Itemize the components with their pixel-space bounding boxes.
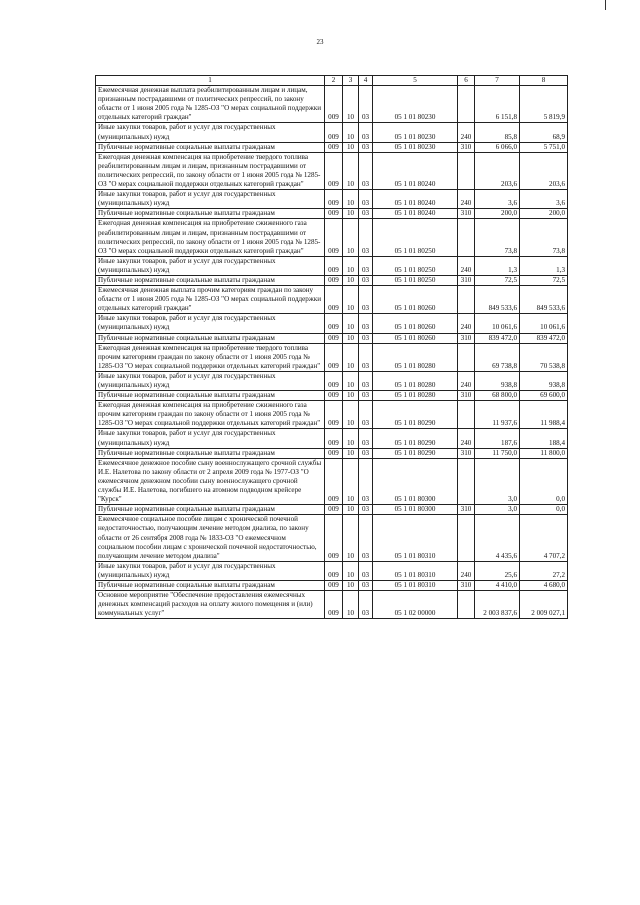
row-name-cell: Публичные нормативные социальные выплаты гражданам (96, 391, 325, 401)
target-article-code-cell: 05 1 02 00000 (373, 591, 458, 619)
table-row (96, 561, 568, 580)
amount-year2-cell: 203,6 (520, 152, 568, 189)
subsection-code-cell: 03 (359, 219, 373, 256)
amount-year2-cell: 68,9 (520, 123, 568, 142)
expense-type-code-cell: 310 (458, 580, 475, 590)
target-article-code-cell: 05 1 01 80310 (373, 561, 458, 580)
target-article-code-cell: 05 1 01 80230 (373, 142, 458, 152)
subsection-code-cell: 03 (359, 515, 373, 561)
amount-year1-cell: 4 410,0 (475, 580, 520, 590)
target-article-code-cell: 05 1 01 80310 (373, 515, 458, 561)
amount-year1-cell: 85,8 (475, 123, 520, 142)
ministry-code-cell: 009 (325, 314, 343, 333)
ministry-code-cell: 009 (325, 391, 343, 401)
amount-year1-cell: 200,0 (475, 209, 520, 219)
table-row (96, 458, 568, 504)
amount-year2-cell: 4 707,2 (520, 515, 568, 561)
section-code-cell: 10 (343, 314, 359, 333)
amount-year1-cell: 839 472,0 (475, 333, 520, 343)
amount-year1-cell: 73,8 (475, 219, 520, 256)
ministry-code-cell: 009 (325, 580, 343, 590)
amount-year1-cell: 72,5 (475, 275, 520, 285)
amount-year2-cell: 0,0 (520, 505, 568, 515)
section-code-cell: 10 (343, 561, 359, 580)
table-row (96, 371, 568, 390)
ministry-code-cell: 009 (325, 561, 343, 580)
subsection-code-cell: 03 (359, 314, 373, 333)
ministry-code-cell: 009 (325, 219, 343, 256)
expense-type-code-cell: 240 (458, 123, 475, 142)
target-article-code-cell: 05 1 01 80240 (373, 209, 458, 219)
expense-type-code-cell: 310 (458, 448, 475, 458)
row-name-cell: Ежегодная денежная компенсация на приобретение твердого топлива прочим категориям граждан по закону области от 1 июня 2005 года № 1285-ОЗ "О мерах социальной поддержки отдельных категорий граждан" (96, 343, 325, 371)
table-row (96, 190, 568, 209)
expense-type-code-cell (458, 458, 475, 504)
amount-year2-cell: 200,0 (520, 209, 568, 219)
ministry-code-cell: 009 (325, 591, 343, 619)
budget-table (95, 75, 568, 619)
header-cell: 4 (359, 76, 373, 86)
table-body (96, 86, 568, 619)
table-row (96, 152, 568, 189)
section-code-cell: 10 (343, 515, 359, 561)
section-code-cell: 10 (343, 152, 359, 189)
subsection-code-cell: 03 (359, 256, 373, 275)
subsection-code-cell: 03 (359, 371, 373, 390)
expense-type-code-cell: 240 (458, 429, 475, 448)
row-name-cell: Иные закупки товаров, работ и услуг для государственных (муниципальных) нужд (96, 371, 325, 390)
target-article-code-cell: 05 1 01 80260 (373, 333, 458, 343)
corner-tick-mark (605, 0, 606, 10)
row-name-cell: Иные закупки товаров, работ и услуг для государственных (муниципальных) нужд (96, 429, 325, 448)
amount-year2-cell: 73,8 (520, 219, 568, 256)
table-row (96, 429, 568, 448)
table-row (96, 580, 568, 590)
section-code-cell: 10 (343, 391, 359, 401)
expense-type-code-cell: 240 (458, 561, 475, 580)
row-name-cell: Ежегодная денежная компенсация на приобретение сжиженного газа реабилитированным лицам и лицам, признанным пострадавшими от политических репрессий, по закону области от 1 июня 2005 года № 1285-ОЗ "О мерах социальной поддержки отдельных категорий граждан" (96, 219, 325, 256)
target-article-code-cell: 05 1 01 80280 (373, 371, 458, 390)
section-code-cell: 10 (343, 256, 359, 275)
subsection-code-cell: 03 (359, 591, 373, 619)
header-cell: 2 (325, 76, 343, 86)
amount-year1-cell: 849 533,6 (475, 286, 520, 314)
ministry-code-cell: 009 (325, 152, 343, 189)
ministry-code-cell: 009 (325, 343, 343, 371)
amount-year1-cell: 1,3 (475, 256, 520, 275)
amount-year2-cell: 2 009 027,1 (520, 591, 568, 619)
subsection-code-cell: 03 (359, 286, 373, 314)
section-code-cell: 10 (343, 209, 359, 219)
ministry-code-cell: 009 (325, 209, 343, 219)
row-name-cell: Ежемесячное денежное пособие сыну военнослужащего срочной службы И.Е. Налетова по закону области от 2 апреля 2009 года № 1977-ОЗ "О ежемесячном денежном пособии сыну военнослужащего срочной службы И.Е. Налетова, погибшего на атомном подводном крейсере "Курск" (96, 458, 325, 504)
target-article-code-cell: 05 1 01 80290 (373, 429, 458, 448)
expense-type-code-cell (458, 219, 475, 256)
target-article-code-cell: 05 1 01 80230 (373, 86, 458, 123)
amount-year2-cell: 1,3 (520, 256, 568, 275)
row-name-cell: Публичные нормативные социальные выплаты гражданам (96, 505, 325, 515)
subsection-code-cell: 03 (359, 580, 373, 590)
section-code-cell: 10 (343, 401, 359, 429)
expense-type-code-cell (458, 86, 475, 123)
ministry-code-cell: 009 (325, 429, 343, 448)
ministry-code-cell: 009 (325, 86, 343, 123)
section-code-cell: 10 (343, 275, 359, 285)
header-cell: 1 (96, 76, 325, 86)
expense-type-code-cell: 310 (458, 142, 475, 152)
amount-year1-cell: 3,6 (475, 190, 520, 209)
amount-year1-cell: 11 937,6 (475, 401, 520, 429)
row-name-cell: Ежемесячная денежная выплата прочим категориям граждан по закону области от 1 июня 2005 года № 1285-ОЗ "О мерах социальной поддержки отдельных категорий граждан" (96, 286, 325, 314)
amount-year1-cell: 11 750,0 (475, 448, 520, 458)
amount-year1-cell: 68 800,0 (475, 391, 520, 401)
subsection-code-cell: 03 (359, 275, 373, 285)
section-code-cell: 10 (343, 286, 359, 314)
target-article-code-cell: 05 1 01 80310 (373, 580, 458, 590)
header-cell: 5 (373, 76, 458, 86)
section-code-cell: 10 (343, 580, 359, 590)
header-cell: 7 (475, 76, 520, 86)
amount-year2-cell: 849 533,6 (520, 286, 568, 314)
expense-type-code-cell: 310 (458, 391, 475, 401)
table-row (96, 314, 568, 333)
expense-type-code-cell: 240 (458, 256, 475, 275)
table-row (96, 209, 568, 219)
target-article-code-cell: 05 1 01 80280 (373, 343, 458, 371)
table-row (96, 333, 568, 343)
section-code-cell: 10 (343, 123, 359, 142)
row-name-cell: Иные закупки товаров, работ и услуг для государственных (муниципальных) нужд (96, 561, 325, 580)
header-cell: 8 (520, 76, 568, 86)
amount-year2-cell: 0,0 (520, 458, 568, 504)
section-code-cell: 10 (343, 333, 359, 343)
target-article-code-cell: 05 1 01 80300 (373, 458, 458, 504)
target-article-code-cell: 05 1 01 80250 (373, 256, 458, 275)
row-name-cell: Публичные нормативные социальные выплаты гражданам (96, 142, 325, 152)
subsection-code-cell: 03 (359, 391, 373, 401)
subsection-code-cell: 03 (359, 333, 373, 343)
section-code-cell: 10 (343, 458, 359, 504)
ministry-code-cell: 009 (325, 448, 343, 458)
row-name-cell: Публичные нормативные социальные выплаты гражданам (96, 580, 325, 590)
target-article-code-cell: 05 1 01 80290 (373, 448, 458, 458)
amount-year2-cell: 72,5 (520, 275, 568, 285)
expense-type-code-cell (458, 591, 475, 619)
amount-year2-cell: 188,4 (520, 429, 568, 448)
target-article-code-cell: 05 1 01 80280 (373, 391, 458, 401)
table-row (96, 505, 568, 515)
ministry-code-cell: 009 (325, 256, 343, 275)
subsection-code-cell: 03 (359, 505, 373, 515)
target-article-code-cell: 05 1 01 80240 (373, 190, 458, 209)
ministry-code-cell: 009 (325, 286, 343, 314)
amount-year2-cell: 69 600,0 (520, 391, 568, 401)
subsection-code-cell: 03 (359, 86, 373, 123)
section-code-cell: 10 (343, 142, 359, 152)
row-name-cell: Публичные нормативные социальные выплаты гражданам (96, 333, 325, 343)
amount-year2-cell: 3,6 (520, 190, 568, 209)
amount-year1-cell: 25,6 (475, 561, 520, 580)
expense-type-code-cell: 310 (458, 209, 475, 219)
row-name-cell: Ежемесячная денежная выплата реабилитированным лицам и лицам, признанным пострадавшими от политических репрессий, по закону области от 1 июня 2005 года № 1285-ОЗ "О мерах социальной поддержки отдельных категорий граждан" (96, 86, 325, 123)
expense-type-code-cell: 240 (458, 371, 475, 390)
amount-year2-cell: 10 061,6 (520, 314, 568, 333)
row-name-cell: Публичные нормативные социальные выплаты гражданам (96, 448, 325, 458)
table-row (96, 401, 568, 429)
row-name-cell: Публичные нормативные социальные выплаты гражданам (96, 275, 325, 285)
ministry-code-cell: 009 (325, 123, 343, 142)
amount-year1-cell: 187,6 (475, 429, 520, 448)
amount-year1-cell: 4 435,6 (475, 515, 520, 561)
subsection-code-cell: 03 (359, 561, 373, 580)
ministry-code-cell: 009 (325, 515, 343, 561)
expense-type-code-cell (458, 152, 475, 189)
expense-type-code-cell: 240 (458, 314, 475, 333)
expense-type-code-cell: 240 (458, 190, 475, 209)
target-article-code-cell: 05 1 01 80260 (373, 286, 458, 314)
table-row (96, 86, 568, 123)
amount-year1-cell: 6 066,0 (475, 142, 520, 152)
target-article-code-cell: 05 1 01 80300 (373, 505, 458, 515)
section-code-cell: 10 (343, 219, 359, 256)
target-article-code-cell: 05 1 01 80250 (373, 275, 458, 285)
section-code-cell: 10 (343, 448, 359, 458)
amount-year2-cell: 70 538,8 (520, 343, 568, 371)
target-article-code-cell: 05 1 01 80260 (373, 314, 458, 333)
subsection-code-cell: 03 (359, 142, 373, 152)
subsection-code-cell: 03 (359, 401, 373, 429)
expense-type-code-cell (458, 401, 475, 429)
table-row (96, 275, 568, 285)
target-article-code-cell: 05 1 01 80290 (373, 401, 458, 429)
table-row (96, 123, 568, 142)
subsection-code-cell: 03 (359, 458, 373, 504)
subsection-code-cell: 03 (359, 429, 373, 448)
ministry-code-cell: 009 (325, 142, 343, 152)
row-name-cell: Публичные нормативные социальные выплаты гражданам (96, 209, 325, 219)
amount-year2-cell: 4 680,0 (520, 580, 568, 590)
table-row (96, 515, 568, 561)
header-cell: 6 (458, 76, 475, 86)
ministry-code-cell: 009 (325, 505, 343, 515)
ministry-code-cell: 009 (325, 190, 343, 209)
subsection-code-cell: 03 (359, 448, 373, 458)
row-name-cell: Ежемесячное социальное пособие лицам с хронической почечной недостаточностью, получающим лечение методом диализа, по закону области от 26 сентября 2008 года № 1833-ОЗ "О ежемесячном социальном пособии лицам с хронической почечной недостаточностью, получающим лечение методом диализа" (96, 515, 325, 561)
section-code-cell: 10 (343, 505, 359, 515)
table-header-row (96, 76, 568, 86)
amount-year2-cell: 11 988,4 (520, 401, 568, 429)
table-row (96, 142, 568, 152)
target-article-code-cell: 05 1 01 80230 (373, 123, 458, 142)
amount-year2-cell: 5 819,9 (520, 86, 568, 123)
amount-year1-cell: 10 061,6 (475, 314, 520, 333)
row-name-cell: Ежегодная денежная компенсация на приобретение сжиженного газа прочим категориям граждан по закону области от 1 июня 2005 года № 1285-ОЗ "О мерах социальной поддержки отдельных категорий граждан" (96, 401, 325, 429)
row-name-cell: Иные закупки товаров, работ и услуг для государственных (муниципальных) нужд (96, 123, 325, 142)
row-name-cell: Иные закупки товаров, работ и услуг для государственных (муниципальных) нужд (96, 256, 325, 275)
section-code-cell: 10 (343, 429, 359, 448)
amount-year2-cell: 11 800,0 (520, 448, 568, 458)
section-code-cell: 10 (343, 190, 359, 209)
section-code-cell: 10 (343, 591, 359, 619)
table-row (96, 256, 568, 275)
table-row (96, 219, 568, 256)
header-cell: 3 (343, 76, 359, 86)
section-code-cell: 10 (343, 86, 359, 123)
amount-year2-cell: 938,8 (520, 371, 568, 390)
expense-type-code-cell: 310 (458, 275, 475, 285)
amount-year1-cell: 3,0 (475, 505, 520, 515)
table-row (96, 448, 568, 458)
ministry-code-cell: 009 (325, 458, 343, 504)
target-article-code-cell: 05 1 01 80240 (373, 152, 458, 189)
ministry-code-cell: 009 (325, 371, 343, 390)
amount-year2-cell: 5 751,0 (520, 142, 568, 152)
ministry-code-cell: 009 (325, 275, 343, 285)
amount-year1-cell: 3,0 (475, 458, 520, 504)
ministry-code-cell: 009 (325, 401, 343, 429)
page-number: 23 (316, 38, 324, 46)
table-row (96, 391, 568, 401)
expense-type-code-cell: 310 (458, 333, 475, 343)
table-row (96, 286, 568, 314)
section-code-cell: 10 (343, 343, 359, 371)
row-name-cell: Иные закупки товаров, работ и услуг для государственных (муниципальных) нужд (96, 190, 325, 209)
subsection-code-cell: 03 (359, 152, 373, 189)
expense-type-code-cell (458, 286, 475, 314)
subsection-code-cell: 03 (359, 123, 373, 142)
amount-year1-cell: 2 003 837,6 (475, 591, 520, 619)
table-row (96, 343, 568, 371)
row-name-cell: Иные закупки товаров, работ и услуг для государственных (муниципальных) нужд (96, 314, 325, 333)
subsection-code-cell: 03 (359, 209, 373, 219)
ministry-code-cell: 009 (325, 333, 343, 343)
amount-year2-cell: 839 472,0 (520, 333, 568, 343)
row-name-cell: Ежегодная денежная компенсация на приобретение твердого топлива реабилитированным лицам и лицам, признанным пострадавшими от политических репрессий, по закону области от 1 июня 2005 года № 1285-ОЗ "О мерах социальной поддержки отдельных категорий граждан" (96, 152, 325, 189)
amount-year1-cell: 203,6 (475, 152, 520, 189)
amount-year2-cell: 27,2 (520, 561, 568, 580)
amount-year1-cell: 6 151,8 (475, 86, 520, 123)
section-code-cell: 10 (343, 371, 359, 390)
subsection-code-cell: 03 (359, 190, 373, 209)
expense-type-code-cell (458, 515, 475, 561)
subsection-code-cell: 03 (359, 343, 373, 371)
expense-type-code-cell (458, 343, 475, 371)
row-name-cell: Основное мероприятие "Обеспечение предоставления ежемесячных денежных компенсаций расходов на оплату жилого помещения и (или) коммунальных услуг" (96, 591, 325, 619)
amount-year1-cell: 938,8 (475, 371, 520, 390)
table-row (96, 591, 568, 619)
expense-type-code-cell: 310 (458, 505, 475, 515)
target-article-code-cell: 05 1 01 80250 (373, 219, 458, 256)
amount-year1-cell: 69 738,8 (475, 343, 520, 371)
